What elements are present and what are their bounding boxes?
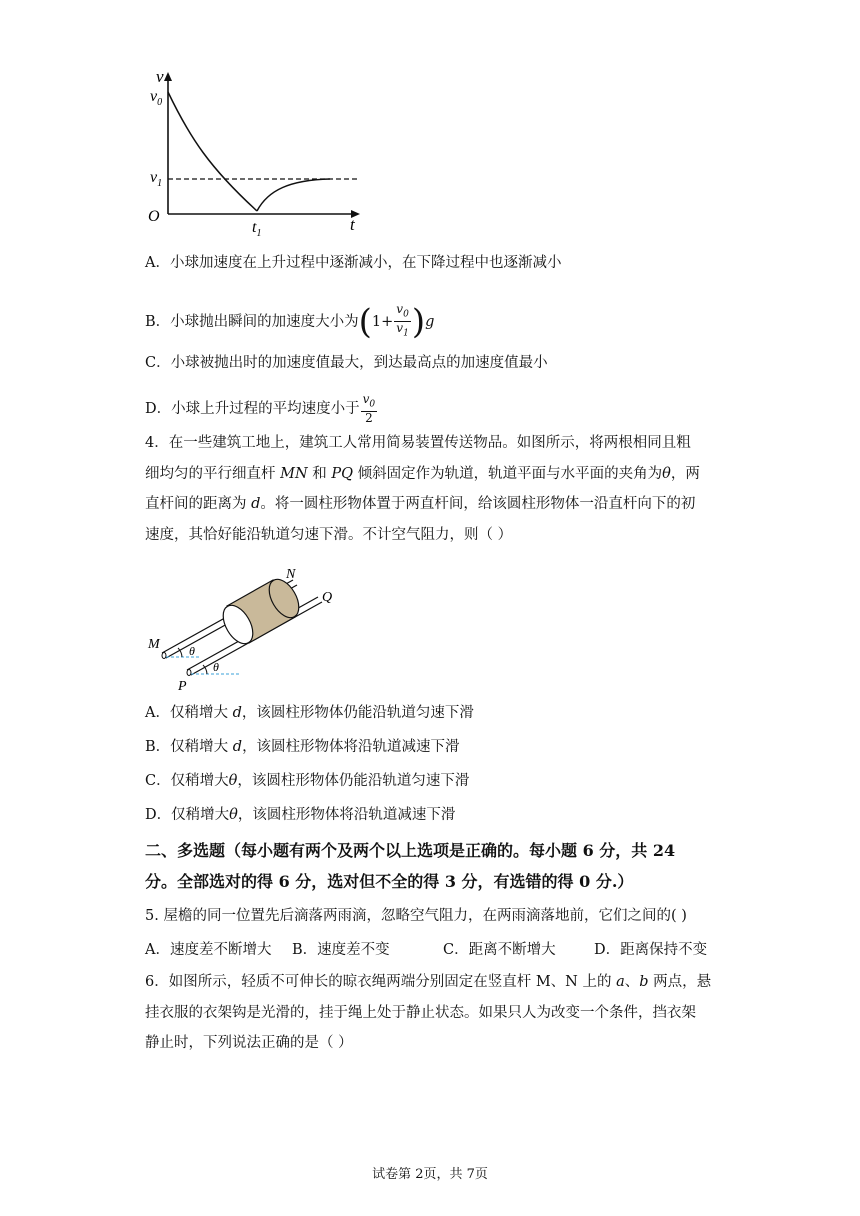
y-axis-arrow	[164, 72, 172, 81]
label-m: M	[148, 637, 160, 652]
q4-stem	[145, 428, 715, 550]
q4-text: 和	[307, 465, 332, 482]
origin-label: O	[148, 208, 160, 225]
t1-label: $t_1$	[252, 219, 262, 238]
point-b-symbol: b	[639, 974, 649, 990]
inclined-rods-figure	[145, 563, 355, 693]
q4-option-text: D．仅稍增大	[145, 807, 230, 823]
theta-symbol: θ	[662, 465, 671, 482]
v0-label: $v_0$	[150, 88, 163, 108]
left-paren: (	[358, 301, 372, 342]
q4-option-text: C．仅稍增大	[145, 773, 229, 789]
q3-option-b-g: g	[425, 313, 435, 330]
q3-option-a: A．小球加速度在上升过程中逐渐减小，在下降过程中也逐渐减小	[145, 255, 562, 271]
q5-option-c: C．距离不断增大	[443, 942, 556, 958]
q6-text: 、	[624, 974, 640, 990]
rod-mn-label: MN	[280, 465, 308, 482]
q4-option-text: ，该圆柱形物体将沿轨道减速下滑	[242, 739, 460, 755]
label-theta-p: θ	[213, 660, 219, 674]
q3-option-b-one-plus: 1+	[371, 313, 394, 330]
theta-symbol: θ	[229, 807, 238, 823]
q5-option-d: D．距离保持不变	[594, 942, 708, 958]
q6-stem-line-3: 静止时，下列说法正确的是（ ）	[145, 1035, 353, 1051]
q4-text: 直杆间的距离为	[145, 496, 252, 512]
q4-stem-line-3	[145, 489, 715, 520]
section-2-heading-line-2: 分。全部选对的得 6 分，选对但不全的得 3 分，有选错的得 0 分.）	[145, 871, 634, 891]
q4-option-text: ，该圆柱形物体仍能沿轨道匀速下滑	[241, 705, 474, 721]
q3-option-d-prefix: D．小球上升过程的平均速度小于	[145, 401, 360, 418]
right-paren: )	[411, 301, 426, 342]
q4-option-text: ，该圆柱形物体将沿轨道减速下滑	[237, 807, 456, 823]
velocity-time-graph	[140, 68, 380, 238]
q6-text: 6．如图所示，轻质不可伸长的晾衣绳两端分别固定在竖直杆 M、N 上的	[145, 974, 617, 990]
q5-option-b: B．速度差不变	[292, 942, 390, 958]
label-n: N	[286, 567, 296, 582]
q3-option-d	[145, 393, 378, 425]
q4-option-a	[145, 703, 474, 723]
theta-symbol: θ	[228, 773, 238, 789]
q4-option-b	[145, 737, 460, 757]
q4-option-text: A．仅稍增大	[145, 705, 233, 721]
label-p: P	[178, 679, 187, 693]
fraction-numerator: $v_0$	[361, 393, 378, 412]
q3-option-b	[145, 303, 434, 341]
q4-text: 。将一圆柱形物体置于两直杆间，给该圆柱形物体一沿直杆向下的初	[260, 496, 696, 512]
q4-stem-line-4: 速度，其恰好能沿轨道匀速下滑。不计空气阻力，则（ ）	[145, 526, 513, 543]
rod-pq-label: PQ	[331, 465, 354, 482]
v1-label: $v_1$	[150, 169, 163, 189]
point-a-symbol: a	[616, 974, 625, 990]
q4-option-d	[145, 805, 455, 825]
q5-option-a: A．速度差不断增大	[145, 942, 272, 958]
t-axis-label: t	[350, 215, 355, 234]
distance-d-symbol: d	[232, 705, 242, 721]
fraction-numerator: $v_0$	[394, 303, 411, 322]
q4-text: 倾斜固定作为轨道，轨道平面与水平面的夹角为	[353, 465, 663, 482]
q3-option-b-prefix: B．小球抛出瞬间的加速度大小为	[145, 313, 359, 330]
q6-text: 两点，悬	[648, 974, 712, 990]
q4-option-text: B．仅稍增大	[145, 739, 233, 755]
q4-option-c	[145, 771, 469, 791]
fraction-v0-over-v1	[394, 303, 411, 341]
q5-stem: 5. 屋檐的同一位置先后滴落两雨滴，忽略空气阻力，在两雨滴落地前，它们之间的( )	[145, 908, 687, 924]
q4-text: ，两	[670, 465, 700, 482]
q4-stem-line-1: 4．在一些建筑工地上，建筑工人常用简易装置传送物品。如图所示，将两根相同且粗	[145, 435, 691, 451]
v-axis-label: v	[156, 68, 164, 86]
fraction-v0-over-2	[361, 393, 378, 425]
q6-stem	[145, 967, 715, 1059]
distance-d-symbol: d	[232, 739, 243, 755]
q4-text: 细均匀的平行细直杆	[145, 465, 281, 482]
descent-curve	[257, 179, 330, 211]
q4-stem-line-2	[145, 459, 715, 490]
ascent-curve	[168, 92, 257, 211]
section-2-heading-line-1: 二、多选题（每小题有两个及两个以上选项是正确的。每小题 6 分，共 24	[145, 841, 676, 860]
fraction-denominator: $v_1$	[396, 321, 409, 339]
distance-d-symbol: d	[251, 496, 261, 512]
q3-option-c: C．小球被抛出时的加速度值最大，到达最高点的加速度值最小	[145, 355, 548, 371]
label-q: Q	[322, 590, 333, 605]
fraction-denominator: 2	[365, 411, 373, 426]
page-footer: 试卷第 2页，共 7页	[372, 1167, 488, 1182]
q6-stem-line-1	[145, 967, 715, 998]
q4-option-text: ，该圆柱形物体仍能沿轨道匀速下滑	[237, 773, 470, 789]
q6-stem-line-2: 挂衣服的衣架钩是光滑的，挂于绳上处于静止状态。如果只人为改变一个条件，挡衣架	[145, 1004, 696, 1021]
label-theta-m: θ	[189, 644, 195, 658]
section-2-heading	[145, 836, 715, 897]
cylinder	[217, 574, 305, 648]
